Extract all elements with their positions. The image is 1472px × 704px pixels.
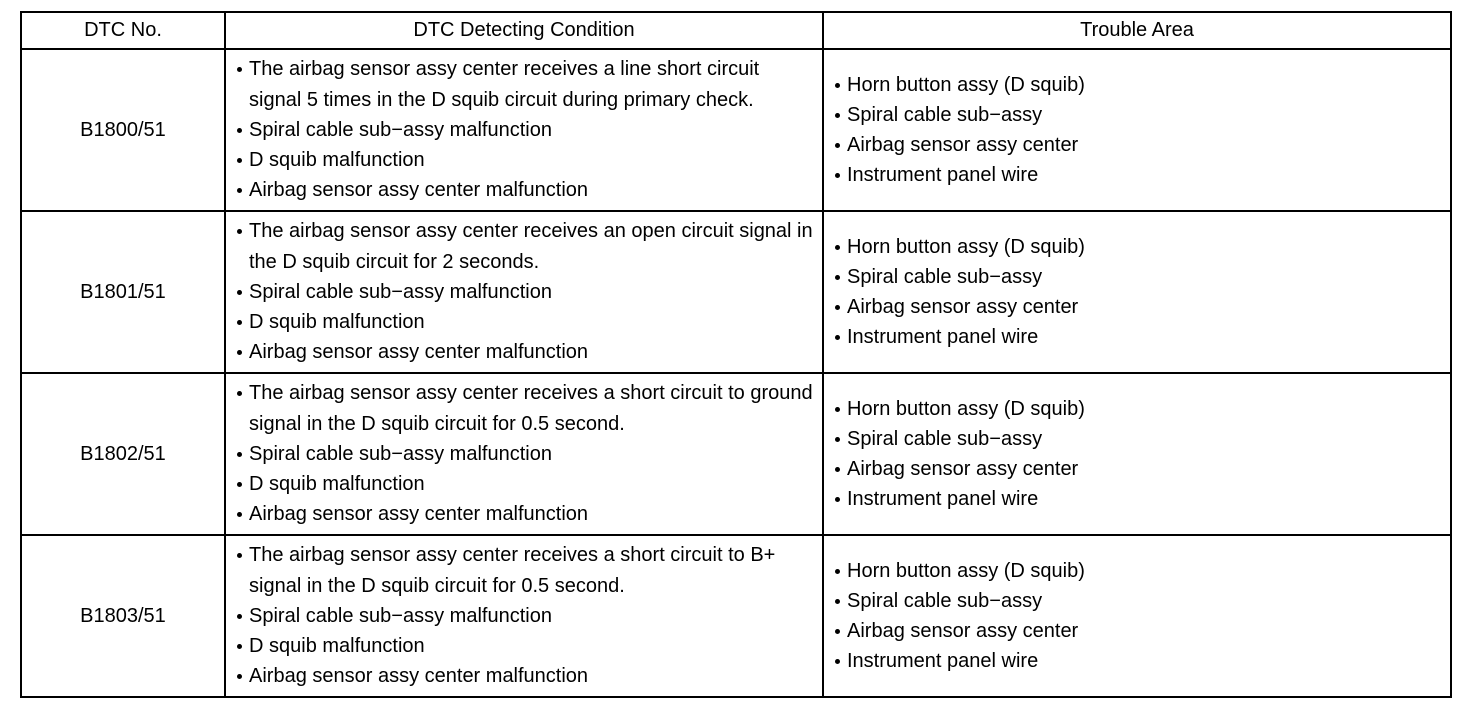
trouble-area-item: Spiral cable sub−assy (834, 586, 1442, 616)
trouble-area-item: Instrument panel wire (834, 160, 1442, 190)
condition-item: D squib malfunction (236, 307, 814, 337)
condition-item: D squib malfunction (236, 631, 814, 661)
condition-item: The airbag sensor assy center receives a short circuit to B+ signal in the D squib circuit for 0.5 second. (236, 540, 814, 600)
condition-list (236, 54, 814, 205)
header-row (21, 12, 1451, 49)
condition-item: Spiral cable sub−assy malfunction (236, 277, 814, 307)
detecting-condition-cell (225, 211, 823, 373)
condition-item: Airbag sensor assy center malfunction (236, 175, 814, 205)
detecting-condition-cell (225, 535, 823, 697)
condition-item: The airbag sensor assy center receives a line short circuit signal 5 times in the D squib circuit during primary check. (236, 54, 814, 114)
condition-item: The airbag sensor assy center receives an open circuit signal in the D squib circuit for 2 seconds. (236, 216, 814, 276)
dtc-code: B1802/51 (21, 373, 225, 535)
dtc-code: B1800/51 (21, 49, 225, 211)
condition-item: Airbag sensor assy center malfunction (236, 499, 814, 529)
trouble-area-list (834, 394, 1442, 515)
detecting-condition-cell (225, 373, 823, 535)
trouble-area-item: Horn button assy (D squib) (834, 394, 1442, 424)
trouble-area-item: Airbag sensor assy center (834, 292, 1442, 322)
dtc-table (20, 11, 1452, 698)
condition-item: Airbag sensor assy center malfunction (236, 661, 814, 691)
condition-item: Spiral cable sub−assy malfunction (236, 439, 814, 469)
condition-item: D squib malfunction (236, 145, 814, 175)
trouble-area-cell (823, 211, 1451, 373)
header-trouble-area: Trouble Area (823, 12, 1451, 49)
trouble-area-item: Airbag sensor assy center (834, 454, 1442, 484)
trouble-area-item: Spiral cable sub−assy (834, 424, 1442, 454)
trouble-area-item: Instrument panel wire (834, 322, 1442, 352)
dtc-code: B1803/51 (21, 535, 225, 697)
table-row (21, 373, 1451, 535)
trouble-area-cell (823, 535, 1451, 697)
trouble-area-item: Instrument panel wire (834, 484, 1442, 514)
trouble-area-list (834, 232, 1442, 353)
header-dtc-no: DTC No. (21, 12, 225, 49)
dtc-code: B1801/51 (21, 211, 225, 373)
trouble-area-item: Horn button assy (D squib) (834, 70, 1442, 100)
trouble-area-item: Horn button assy (D squib) (834, 232, 1442, 262)
table-row (21, 211, 1451, 373)
trouble-area-item: Airbag sensor assy center (834, 616, 1442, 646)
condition-item: The airbag sensor assy center receives a short circuit to ground signal in the D squib circuit for 0.5 second. (236, 378, 814, 438)
condition-item: Airbag sensor assy center malfunction (236, 337, 814, 367)
condition-list (236, 540, 814, 691)
table-row (21, 535, 1451, 697)
detecting-condition-cell (225, 49, 823, 211)
trouble-area-item: Airbag sensor assy center (834, 130, 1442, 160)
header-detecting-condition: DTC Detecting Condition (225, 12, 823, 49)
table-row (21, 49, 1451, 211)
trouble-area-item: Spiral cable sub−assy (834, 262, 1442, 292)
trouble-area-item: Spiral cable sub−assy (834, 100, 1442, 130)
condition-item: Spiral cable sub−assy malfunction (236, 115, 814, 145)
trouble-area-list (834, 556, 1442, 677)
condition-list (236, 378, 814, 529)
trouble-area-list (834, 70, 1442, 191)
condition-item: D squib malfunction (236, 469, 814, 499)
condition-item: Spiral cable sub−assy malfunction (236, 601, 814, 631)
trouble-area-cell (823, 373, 1451, 535)
trouble-area-item: Instrument panel wire (834, 646, 1442, 676)
condition-list (236, 216, 814, 367)
trouble-area-cell (823, 49, 1451, 211)
trouble-area-item: Horn button assy (D squib) (834, 556, 1442, 586)
